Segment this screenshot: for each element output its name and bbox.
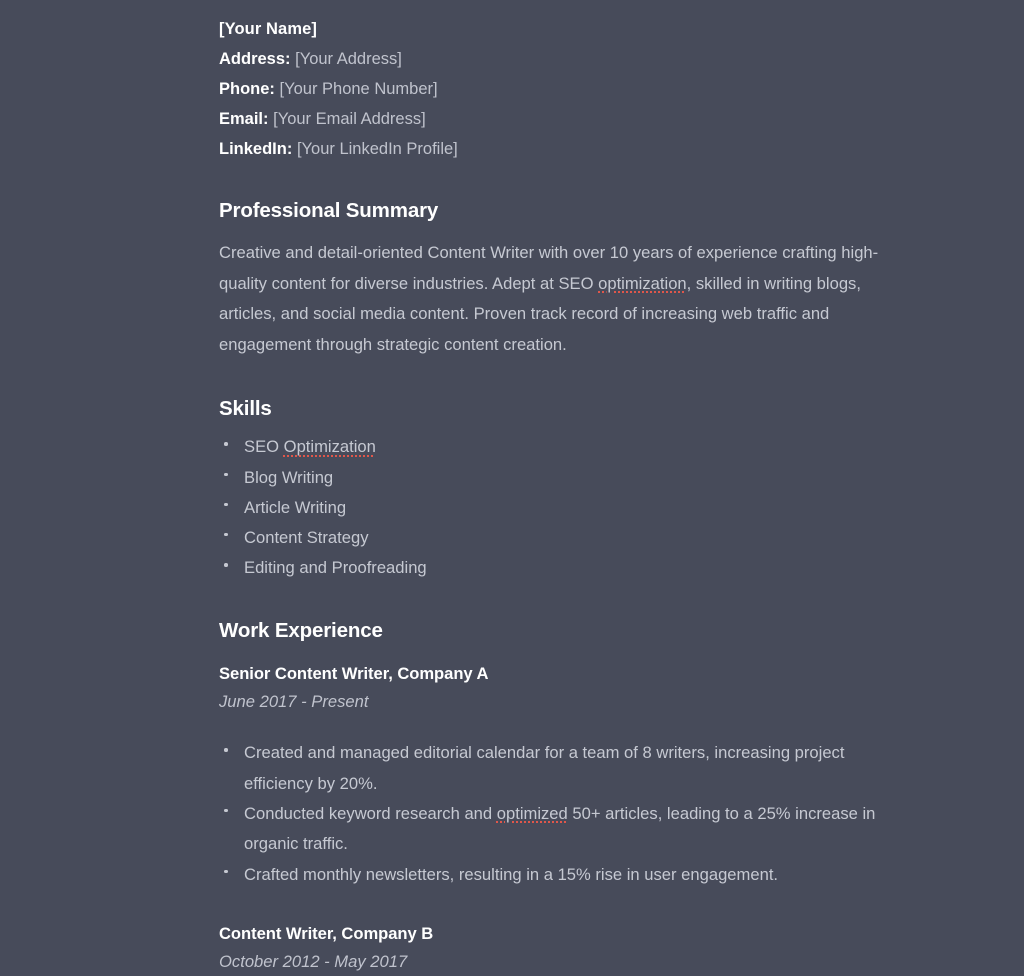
- job-entry-company-a: [219, 660, 905, 889]
- skill-text: Blog Writing: [244, 467, 334, 487]
- list-item: [219, 799, 905, 860]
- job-entry-company-b: [219, 920, 905, 976]
- contact-label-linkedin: LinkedIn:: [219, 140, 293, 158]
- contact-label-address: Address:: [219, 50, 291, 68]
- list-item: [219, 463, 905, 493]
- misspelled-word-optimized: optimized: [496, 803, 568, 823]
- skill-text: Content Strategy: [244, 527, 369, 547]
- contact-block: [219, 14, 905, 164]
- contact-value-linkedin: [Your LinkedIn Profile]: [296, 140, 458, 158]
- duty-text-part-2: 50+ articles, leading to a 25% increase in organic traffic.: [244, 803, 876, 854]
- contact-line-linkedin: [219, 134, 905, 164]
- job-dates: June 2017 - Present: [219, 692, 369, 712]
- contact-line-email: [219, 104, 905, 134]
- list-item: [219, 493, 905, 523]
- list-item: [219, 860, 905, 890]
- contact-value-phone: [Your Phone Number]: [279, 80, 438, 98]
- list-item: [219, 432, 905, 462]
- skill-text: SEO: [244, 437, 284, 457]
- misspelled-word-optimization: Optimization: [283, 437, 376, 457]
- skill-text: Article Writing: [244, 497, 347, 517]
- contact-line-address: [219, 44, 905, 74]
- misspelled-word-optimization: optimization: [598, 273, 687, 293]
- duty-text: Created and managed editorial calendar for a team of 8 writers, increasing project efficiency by 20%.: [244, 743, 845, 793]
- skills-list: [219, 432, 905, 583]
- summary-text-part-2: , skilled in writing blogs, articles, and social media content. Proven track record of increasing web traffic and engagement through strategic content creation.: [219, 273, 861, 354]
- section-heading-skills: Skills: [219, 397, 272, 421]
- contact-label-email: Email:: [219, 110, 269, 128]
- section-heading-work-experience: Work Experience: [219, 619, 383, 643]
- contact-line-phone: [219, 74, 905, 104]
- job-title: Senior Content Writer, Company A: [219, 664, 489, 684]
- contact-label-phone: Phone:: [219, 80, 275, 98]
- job-title: Content Writer, Company B: [219, 923, 434, 943]
- summary-text-part-1: Creative and detail-oriented Content Writer with over 10 years of experience crafting high-quality content for diverse industries. Adept at SEO: [219, 243, 879, 293]
- candidate-name: [Your Name]: [219, 20, 317, 38]
- list-item: [219, 553, 905, 583]
- duty-text: Crafted monthly newsletters, resulting in a 15% rise in user engagement.: [244, 864, 779, 884]
- job-dates: October 2012 - May 2017: [219, 951, 408, 971]
- list-item: [219, 738, 905, 799]
- skill-text: Editing and Proofreading: [244, 558, 427, 578]
- professional-summary-text: [219, 238, 905, 360]
- section-heading-professional-summary: Professional Summary: [219, 199, 439, 222]
- contact-value-address: [Your Address]: [295, 50, 402, 68]
- job-duties-list: [219, 738, 905, 889]
- list-item: [219, 523, 905, 553]
- contact-value-email: [Your Email Address]: [273, 110, 426, 128]
- duty-text-part-1: Conducted keyword research and: [244, 803, 497, 823]
